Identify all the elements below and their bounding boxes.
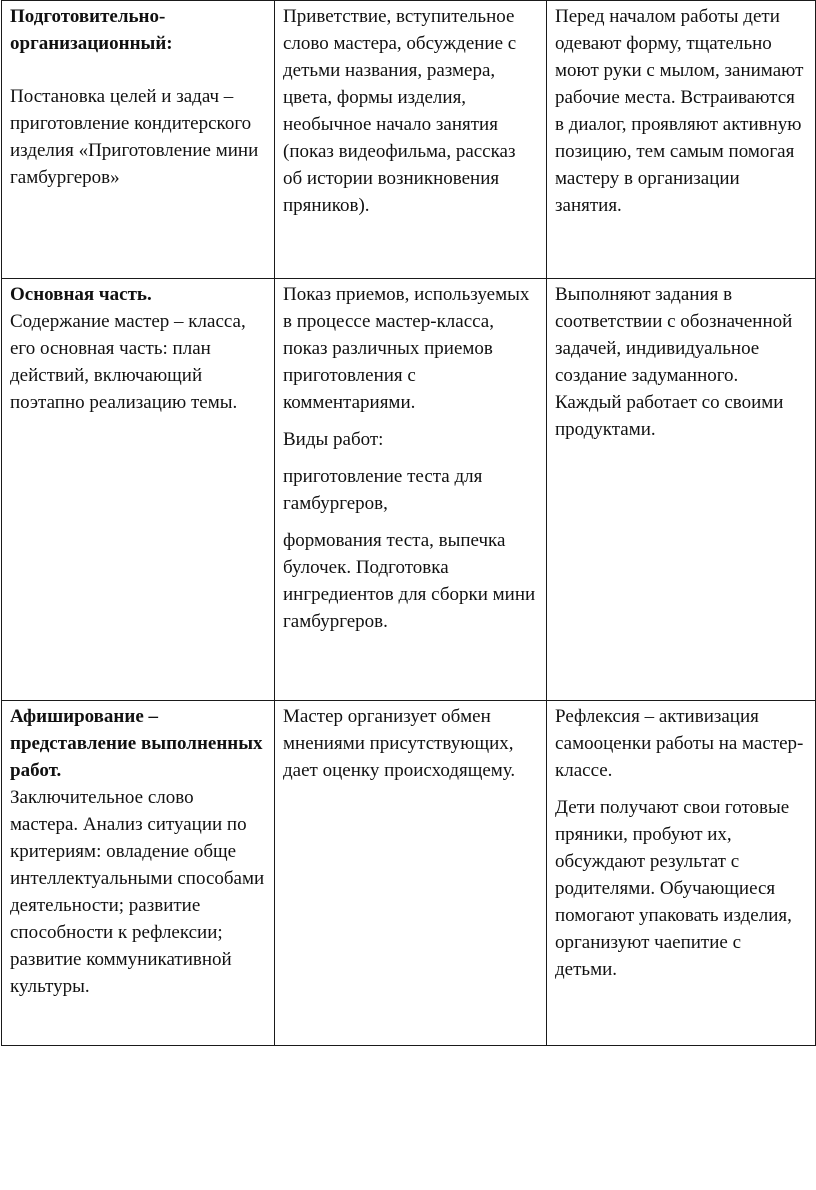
- master-cell: [275, 701, 547, 1046]
- stage-text: Постановка целей и задач – приготовление кондитерского изделия «Приготовление мини гамбургеров»: [10, 86, 259, 188]
- master-paragraph: Приветствие, вступительное слово мастера, обсуждение с детьми названия, размера, цвета, формы изделия, необычное начало занятия (показ видеофильма, рассказ об истории возникновения пряников).: [283, 6, 517, 216]
- table-row: [2, 701, 816, 1046]
- master-paragraph: Показ приемов, используемых в процессе мастер-класса, показ различных приемов приготовления с комментариями.: [283, 284, 530, 413]
- master-paragraph: Мастер организует обмен мнениями присутствующих, дает оценку происходящему.: [283, 706, 516, 781]
- table-row: [2, 1, 816, 279]
- children-cell: [547, 279, 816, 701]
- stage-text: Содержание мастер – класса, его основная часть: план действий, включающий поэтапно реализацию темы.: [10, 311, 246, 413]
- master-paragraph: Виды работ:: [283, 429, 384, 450]
- stage-text: Заключительное слово мастера. Анализ ситуации по критериям: овладение обще интеллектуальными способами деятельности; развитие способности к рефлексии; развитие коммуникативной культуры.: [10, 787, 265, 997]
- children-cell: [547, 701, 816, 1046]
- stage-cell: [2, 279, 275, 701]
- stage-title: Основная часть.: [10, 284, 152, 305]
- master-paragraph: формования теста, выпечка булочек. Подготовка ингредиентов для сборки мини гамбургеров.: [283, 530, 536, 632]
- lesson-stages-table: [1, 0, 816, 1046]
- children-cell: [547, 1, 816, 279]
- children-paragraph: Выполняют задания в соответствии с обозначенной задачей, индивидуальное создание задуманного. Каждый работает со своими продуктами.: [555, 284, 793, 440]
- children-paragraph: Рефлексия – активизация самооценки работы на мастер-классе.: [555, 706, 804, 781]
- table-row: [2, 279, 816, 701]
- children-paragraph: Дети получают свои готовые пряники, пробуют их, обсуждают результат с родителями. Обучающиеся помогают упаковать изделия, организуют чаепитие с детьми.: [555, 797, 792, 980]
- master-cell: [275, 1, 547, 279]
- stage-cell: [2, 701, 275, 1046]
- master-paragraph: приготовление теста для гамбургеров,: [283, 466, 483, 514]
- stage-title: Подготовительно-организационный:: [10, 6, 173, 54]
- stage-title: Афиширование – представление выполненных работ.: [10, 706, 263, 781]
- children-paragraph: Перед началом работы дети одевают форму, тщательно моют руки с мылом, занимают рабочие места. Встраиваются в диалог, проявляют активную позицию, тем самым помогая мастеру в организации занятия.: [555, 6, 804, 216]
- master-cell: [275, 279, 547, 701]
- stage-cell: [2, 1, 275, 279]
